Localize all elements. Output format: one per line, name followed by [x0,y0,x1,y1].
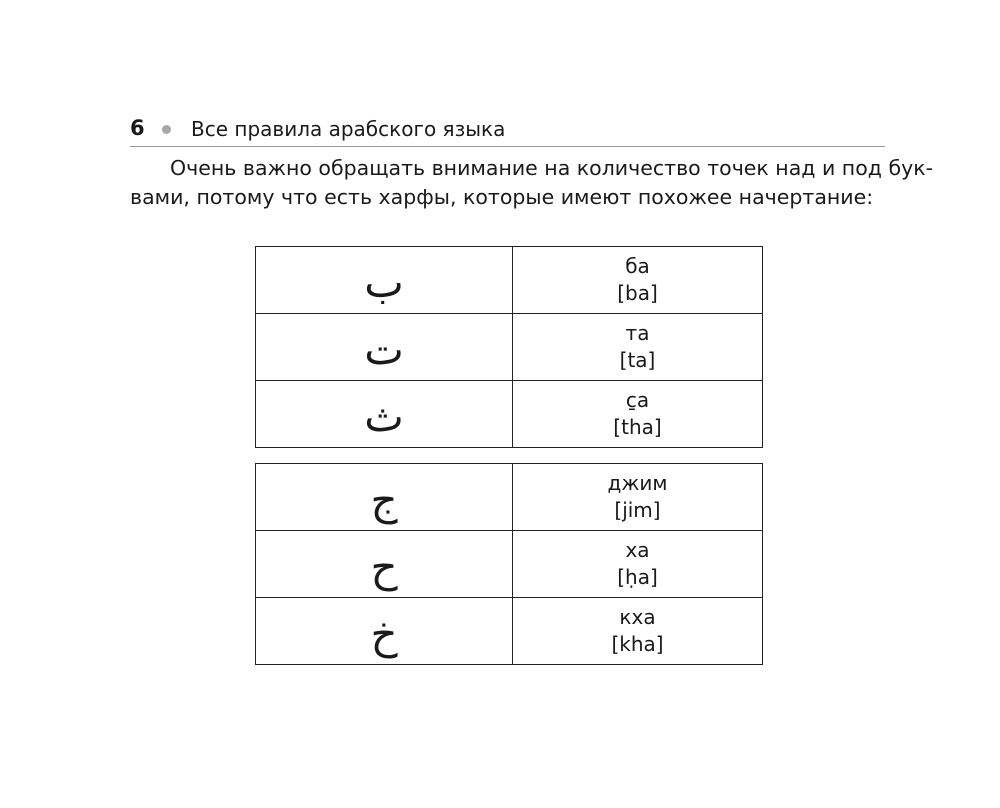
letters-table-ba-ta-tha [255,246,763,448]
letter-transliteration: [kha] [611,632,664,656]
intro-paragraph [130,154,933,212]
name-cell [513,464,763,531]
letter-cell [256,598,513,665]
arabic-letter: ث [364,392,404,441]
name-cell [513,247,763,314]
table-row [256,531,763,598]
letter-cell [256,314,513,381]
running-title: Все правила арабского языка [191,117,506,141]
letter-name: та [625,321,650,345]
arabic-letter: ح [370,542,398,591]
letter-cell [256,531,513,598]
name-cell [513,531,763,598]
arabic-letter: ج [370,475,398,524]
letter-transliteration: [ba] [617,281,658,305]
arabic-letter: ب [364,258,404,307]
intro-line-2: вами, потому что есть харфы, которые имеют похожее начертание: [130,185,874,209]
letter-cell [256,464,513,531]
table-row [256,464,763,531]
name-cell [513,314,763,381]
letter-cell [256,247,513,314]
letter-transliteration: [jim] [614,498,661,522]
arabic-letter: ت [364,325,404,374]
table-row [256,314,763,381]
table-row [256,598,763,665]
bullet-dot-icon [162,125,171,134]
letter-transliteration: [tha] [613,415,662,439]
letter-transliteration: [ta] [619,348,656,372]
letters-table-jim-ha-kha [255,463,763,665]
table-row [256,247,763,314]
letter-name: ха [625,538,650,562]
letter-name: ба [625,254,650,278]
running-header [130,112,885,147]
page-number: 6 [130,116,145,140]
letter-cell [256,381,513,448]
letter-name: с̱а [625,388,650,412]
name-cell [513,381,763,448]
name-cell [513,598,763,665]
arabic-letter: خ [370,609,398,658]
letter-transliteration: [ḥa] [617,565,658,589]
intro-line-1: Очень важно обращать внимание на количество точек над и под бук- [170,156,933,180]
table-row [256,381,763,448]
letter-name: джим [607,471,668,495]
letter-name: кха [619,605,656,629]
